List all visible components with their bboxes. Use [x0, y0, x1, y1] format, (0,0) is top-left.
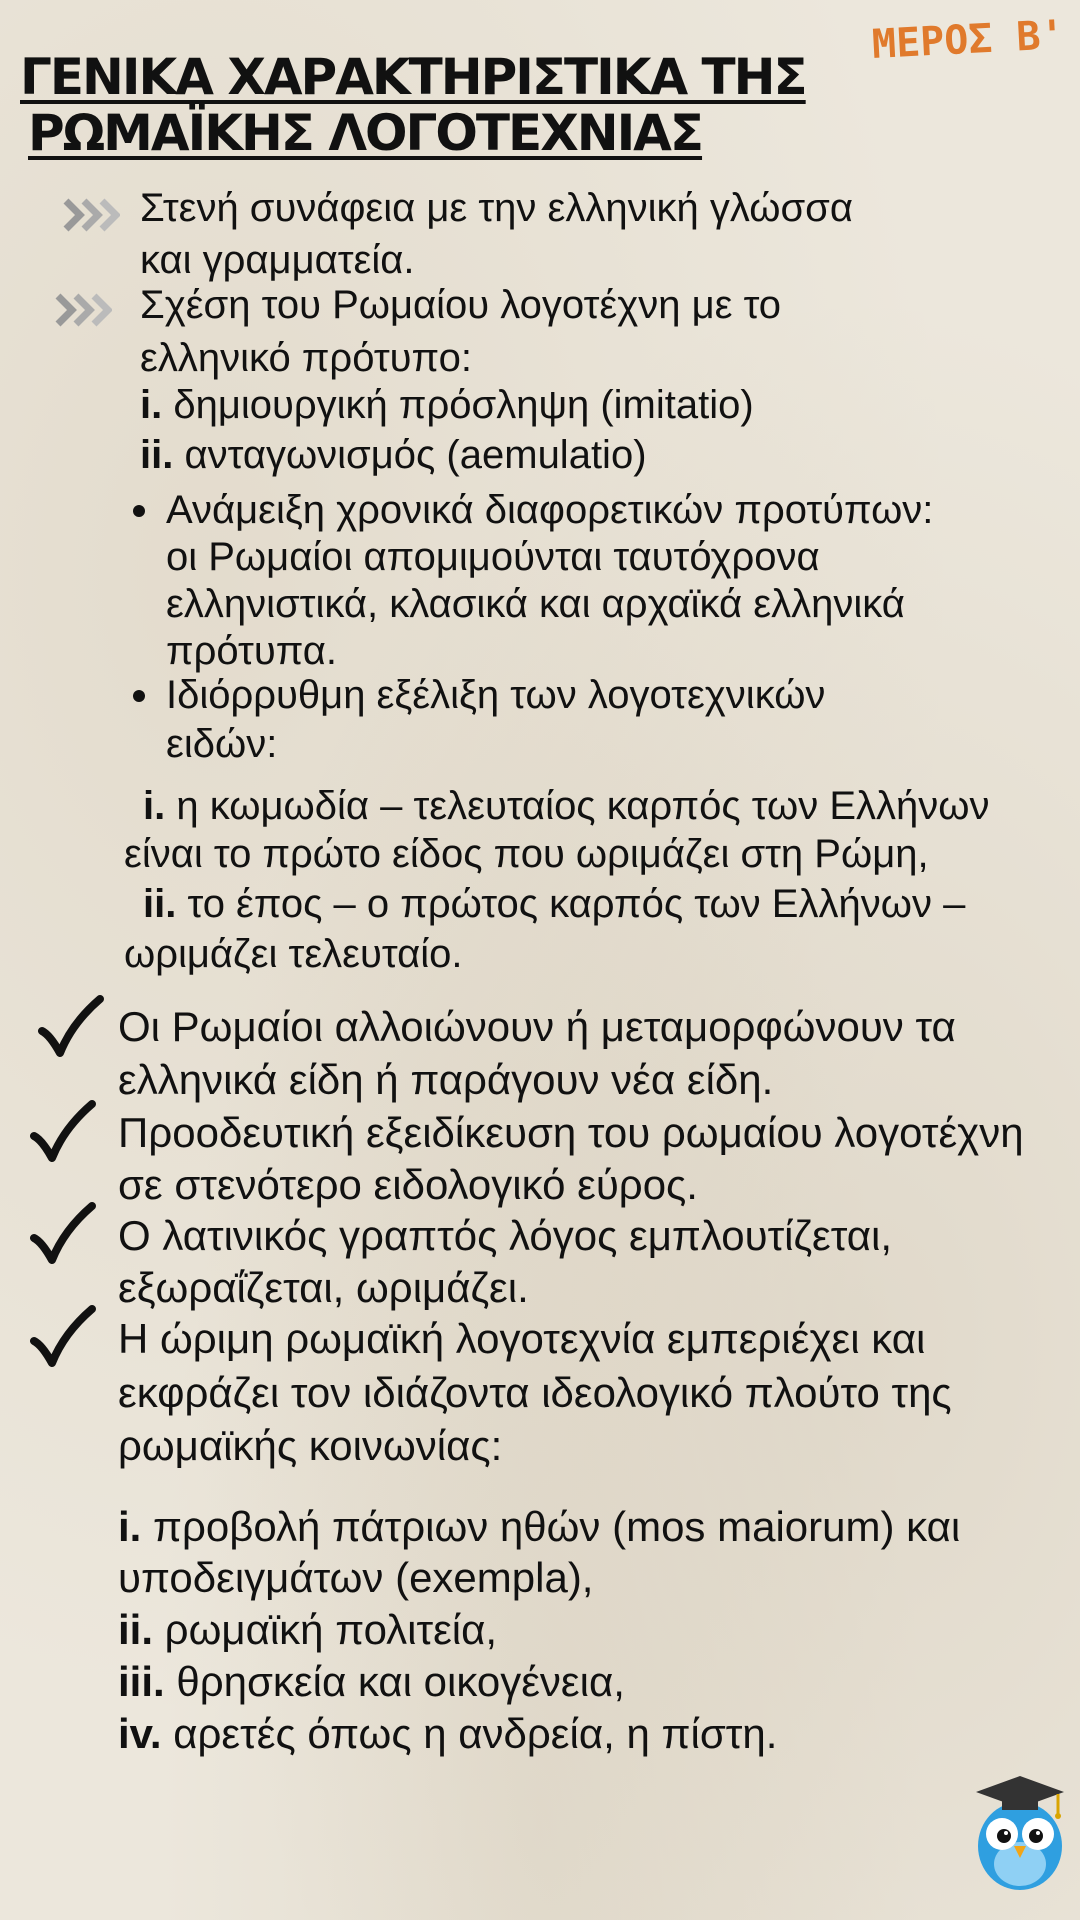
text-line: ελληνιστικά, κλασικά και αρχαϊκά ελληνικά — [166, 582, 905, 626]
checkmark-icon — [30, 1305, 96, 1369]
text-line: πρότυπα. — [166, 629, 337, 673]
text-line: είναι το πρώτο είδος που ωριμάζει στη Ρώμη, — [124, 832, 929, 876]
checkmark-icon — [30, 1100, 96, 1164]
text-line: ωριμάζει τελευταίο. — [124, 932, 463, 976]
page-title-line2: ΡΩΜΑΪΚΗΣ ΛΟΓΟΤΕΧΝΙΑΣ — [28, 104, 703, 162]
list-item: i. η κωμωδία – τελευταίος καρπός των Ελλήνων — [143, 784, 990, 828]
list-numeral: i. — [143, 784, 166, 828]
text-line: ελληνικό πρότυπο: — [140, 336, 472, 380]
list-numeral: i. — [118, 1503, 142, 1550]
list-numeral: ii. — [140, 433, 174, 477]
list-numeral: iii. — [118, 1658, 165, 1705]
owl-mascot-icon — [972, 1772, 1068, 1892]
text-line: Προοδευτική εξειδίκευση του ρωμαίου λογοτέχνη — [118, 1109, 1024, 1156]
list-numeral: ii. — [118, 1606, 154, 1653]
text-line: Ιδιόρρυθμη εξέλιξη των λογοτεχνικών — [166, 673, 826, 717]
bullet-dot-icon — [133, 690, 145, 702]
text-line: Στενή συνάφεια με την ελληνική γλώσσα — [140, 186, 853, 230]
list-item: i. δημιουργική πρόσληψη (imitatio) — [140, 383, 754, 427]
checkmark-icon — [30, 1202, 96, 1266]
double-chevron-icon — [54, 290, 112, 330]
text-line: εξωραΐζεται, ωριμάζει. — [118, 1264, 529, 1311]
text-line: οι Ρωμαίοι απομιμούνται ταυτόχρονα — [166, 535, 820, 579]
text-line: Η ώριμη ρωμαϊκή λογοτεχνία εμπεριέχει και — [118, 1315, 926, 1362]
text-line: Ανάμειξη χρονικά διαφορετικών προτύπων: — [166, 488, 934, 532]
text-line: ελληνικά είδη ή παράγουν νέα είδη. — [118, 1056, 774, 1103]
list-numeral: ii. — [143, 882, 177, 926]
text-line: ρωμαϊκής κοινωνίας: — [118, 1422, 503, 1469]
text-line: Σχέση του Ρωμαίου λογοτέχνη με το — [140, 283, 782, 327]
text-line: Ο λατινικός γραπτός λόγος εμπλουτίζεται, — [118, 1212, 893, 1259]
list-item: iii. θρησκεία και οικογένεια, — [118, 1658, 625, 1705]
list-numeral: iv. — [118, 1710, 162, 1757]
text-line: και γραμματεία. — [140, 238, 415, 282]
list-numeral: i. — [140, 383, 163, 427]
list-item: i. προβολή πάτριων ηθών (mos maiorum) και — [118, 1503, 961, 1550]
list-item: ii. ρωμαϊκή πολιτεία, — [118, 1606, 498, 1653]
double-chevron-icon — [62, 195, 120, 235]
list-item: ii. ανταγωνισμός (aemulatio) — [140, 433, 647, 477]
part-label: ΜΕΡΟΣ Β' — [870, 11, 1066, 69]
page-title-line1: ΓΕΝΙΚΑ ΧΑΡΑΚΤΗΡΙΣΤΙΚΑ ΤΗΣ — [20, 48, 806, 106]
text-line: υποδειγμάτων (exempla), — [118, 1554, 594, 1601]
text-line: σε στενότερο ειδολογικό εύρος. — [118, 1161, 698, 1208]
list-item: iv. αρετές όπως η ανδρεία, η πίστη. — [118, 1710, 778, 1757]
text-line: ειδών: — [166, 722, 278, 766]
text-line: εκφράζει τον ιδιάζοντα ιδεολογικό πλούτο της — [118, 1369, 952, 1416]
checkmark-icon — [38, 995, 104, 1059]
list-item: ii. το έπος – ο πρώτος καρπός των Ελλήνων – — [143, 882, 966, 926]
bullet-dot-icon — [133, 505, 145, 517]
text-line: Οι Ρωμαίοι αλλοιώνουν ή μεταμορφώνουν τα — [118, 1003, 956, 1050]
